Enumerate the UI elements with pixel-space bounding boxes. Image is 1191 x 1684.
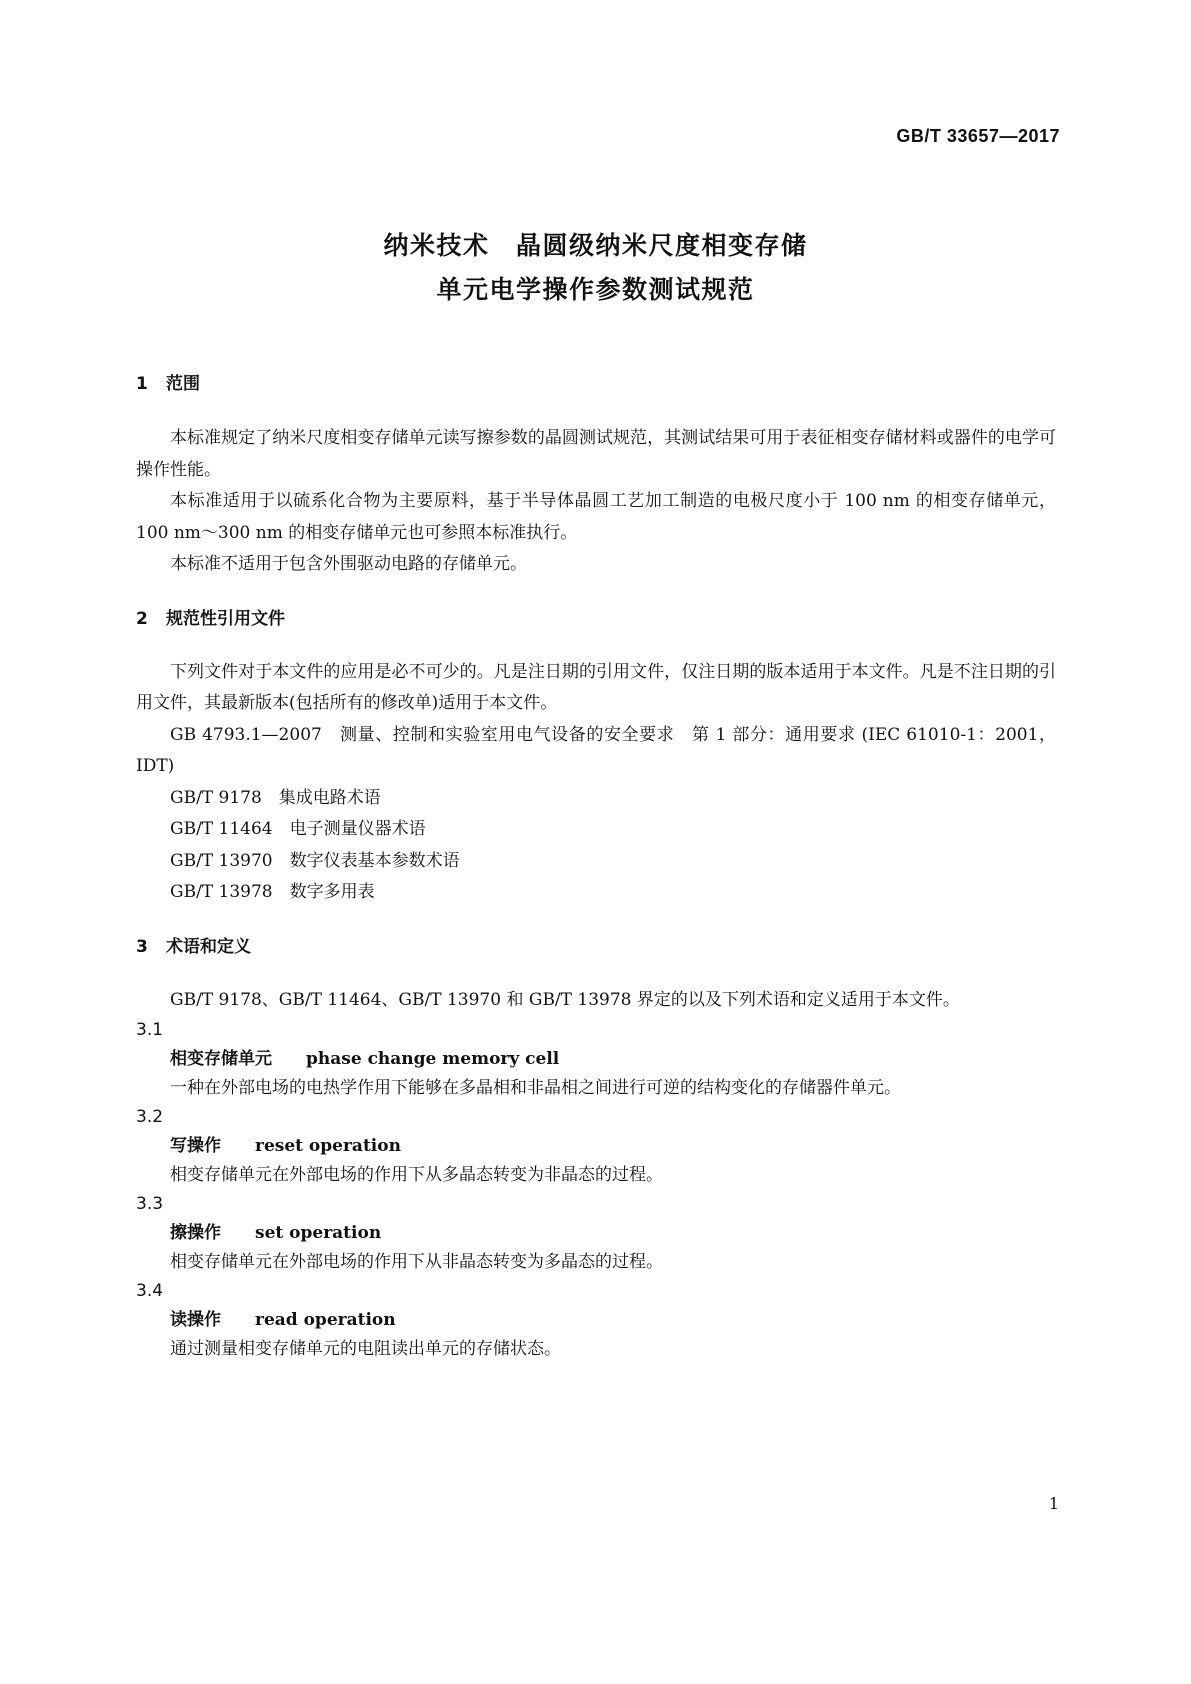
term-name bbox=[136, 1132, 1056, 1161]
term-name-en: reset operation bbox=[255, 1136, 401, 1156]
section-title: 规范性引用文件 bbox=[166, 608, 285, 629]
term-name-en: phase change memory cell bbox=[306, 1049, 560, 1069]
standard-number: GB/T 33657—2017 bbox=[896, 126, 1060, 146]
term-name-zh: 相变存储单元 bbox=[170, 1049, 272, 1069]
paragraph: 本标准适用于以硫系化合物为主要原料，基于半导体晶圆工艺加工制造的电极尺度小于 100 nm 的相变存储单元，100 nm～300 nm 的相变存储单元也可参照本标准执行。 bbox=[136, 491, 1056, 543]
term-name bbox=[136, 1306, 1056, 1335]
paragraph: 下列文件对于本文件的应用是必不可少的。凡是注日期的引用文件，仅注日期的版本适用于本文件。凡是不注日期的引用文件，其最新版本(包括所有的修改单)适用于本文件。 bbox=[136, 661, 1056, 713]
paragraph: 本标准规定了纳米尺度相变存储单元读写擦参数的晶圆测试规范，其测试结果可用于表征相变存储材料或器件的电学可操作性能。 bbox=[136, 428, 1056, 480]
term-entry bbox=[136, 1103, 1056, 1190]
document-title bbox=[0, 224, 1191, 312]
term-definition: 通过测量相变存储单元的电阻读出单元的存储状态。 bbox=[170, 1339, 561, 1359]
reference-entry: GB/T 13970 数字仪表基本参数术语 bbox=[170, 850, 460, 871]
term-name-zh: 读操作 bbox=[170, 1310, 221, 1330]
paragraph: GB/T 9178、GB/T 11464、GB/T 13970 和 GB/T 13978 界定的以及下列术语和定义适用于本文件。 bbox=[170, 989, 960, 1010]
term-name bbox=[136, 1219, 1056, 1248]
section-number: 1 bbox=[136, 374, 148, 394]
document-body bbox=[136, 372, 1056, 1364]
reference-entry: GB/T 13978 数字多用表 bbox=[170, 882, 375, 902]
term-number: 3.1 bbox=[136, 1020, 164, 1040]
term-name-en: set operation bbox=[255, 1223, 382, 1243]
term-entry bbox=[136, 1277, 1056, 1364]
term-number: 3.3 bbox=[136, 1194, 164, 1214]
section-heading-terms bbox=[136, 935, 1056, 959]
term-definition: 相变存储单元在外部电场的作用下从多晶态转变为非晶态的过程。 bbox=[170, 1165, 663, 1185]
section-title: 范围 bbox=[166, 374, 200, 394]
title-line-1: 纳米技术 晶圆级纳米尺度相变存储 bbox=[383, 231, 808, 260]
term-definition: 相变存储单元在外部电场的作用下从非晶态转变为多晶态的过程。 bbox=[170, 1252, 663, 1272]
term-name-zh: 写操作 bbox=[170, 1136, 221, 1156]
section-heading-scope bbox=[136, 372, 1056, 396]
reference-entry: GB 4793.1—2007 测量、控制和实验室用电气设备的安全要求 第 1 部分：通用要求 (IEC 61010-1：2001，IDT) bbox=[136, 724, 1056, 776]
paragraph: 本标准不适用于包含外围驱动电路的存储单元。 bbox=[170, 554, 527, 574]
section-number: 3 bbox=[136, 936, 148, 957]
section-number: 2 bbox=[136, 608, 148, 629]
term-entry bbox=[136, 1016, 1056, 1103]
term-name-zh: 擦操作 bbox=[170, 1223, 221, 1243]
title-line-2: 单元电学操作参数测试规范 bbox=[436, 275, 755, 304]
term-name-en: read operation bbox=[255, 1310, 396, 1330]
term-definition: 一种在外部电场的电热学作用下能够在多晶相和非晶相之间进行可逆的结构变化的存储器件单元。 bbox=[170, 1078, 901, 1098]
reference-entry: GB/T 9178 集成电路术语 bbox=[170, 787, 381, 808]
reference-entry: GB/T 11464 电子测量仪器术语 bbox=[170, 819, 426, 839]
term-number: 3.2 bbox=[136, 1107, 164, 1127]
term-name bbox=[136, 1045, 1056, 1074]
term-number: 3.4 bbox=[136, 1281, 164, 1301]
page-number: 1 bbox=[1048, 1494, 1059, 1513]
term-entry bbox=[136, 1190, 1056, 1277]
section-title: 术语和定义 bbox=[166, 936, 251, 957]
section-heading-normative-references bbox=[136, 607, 1056, 631]
